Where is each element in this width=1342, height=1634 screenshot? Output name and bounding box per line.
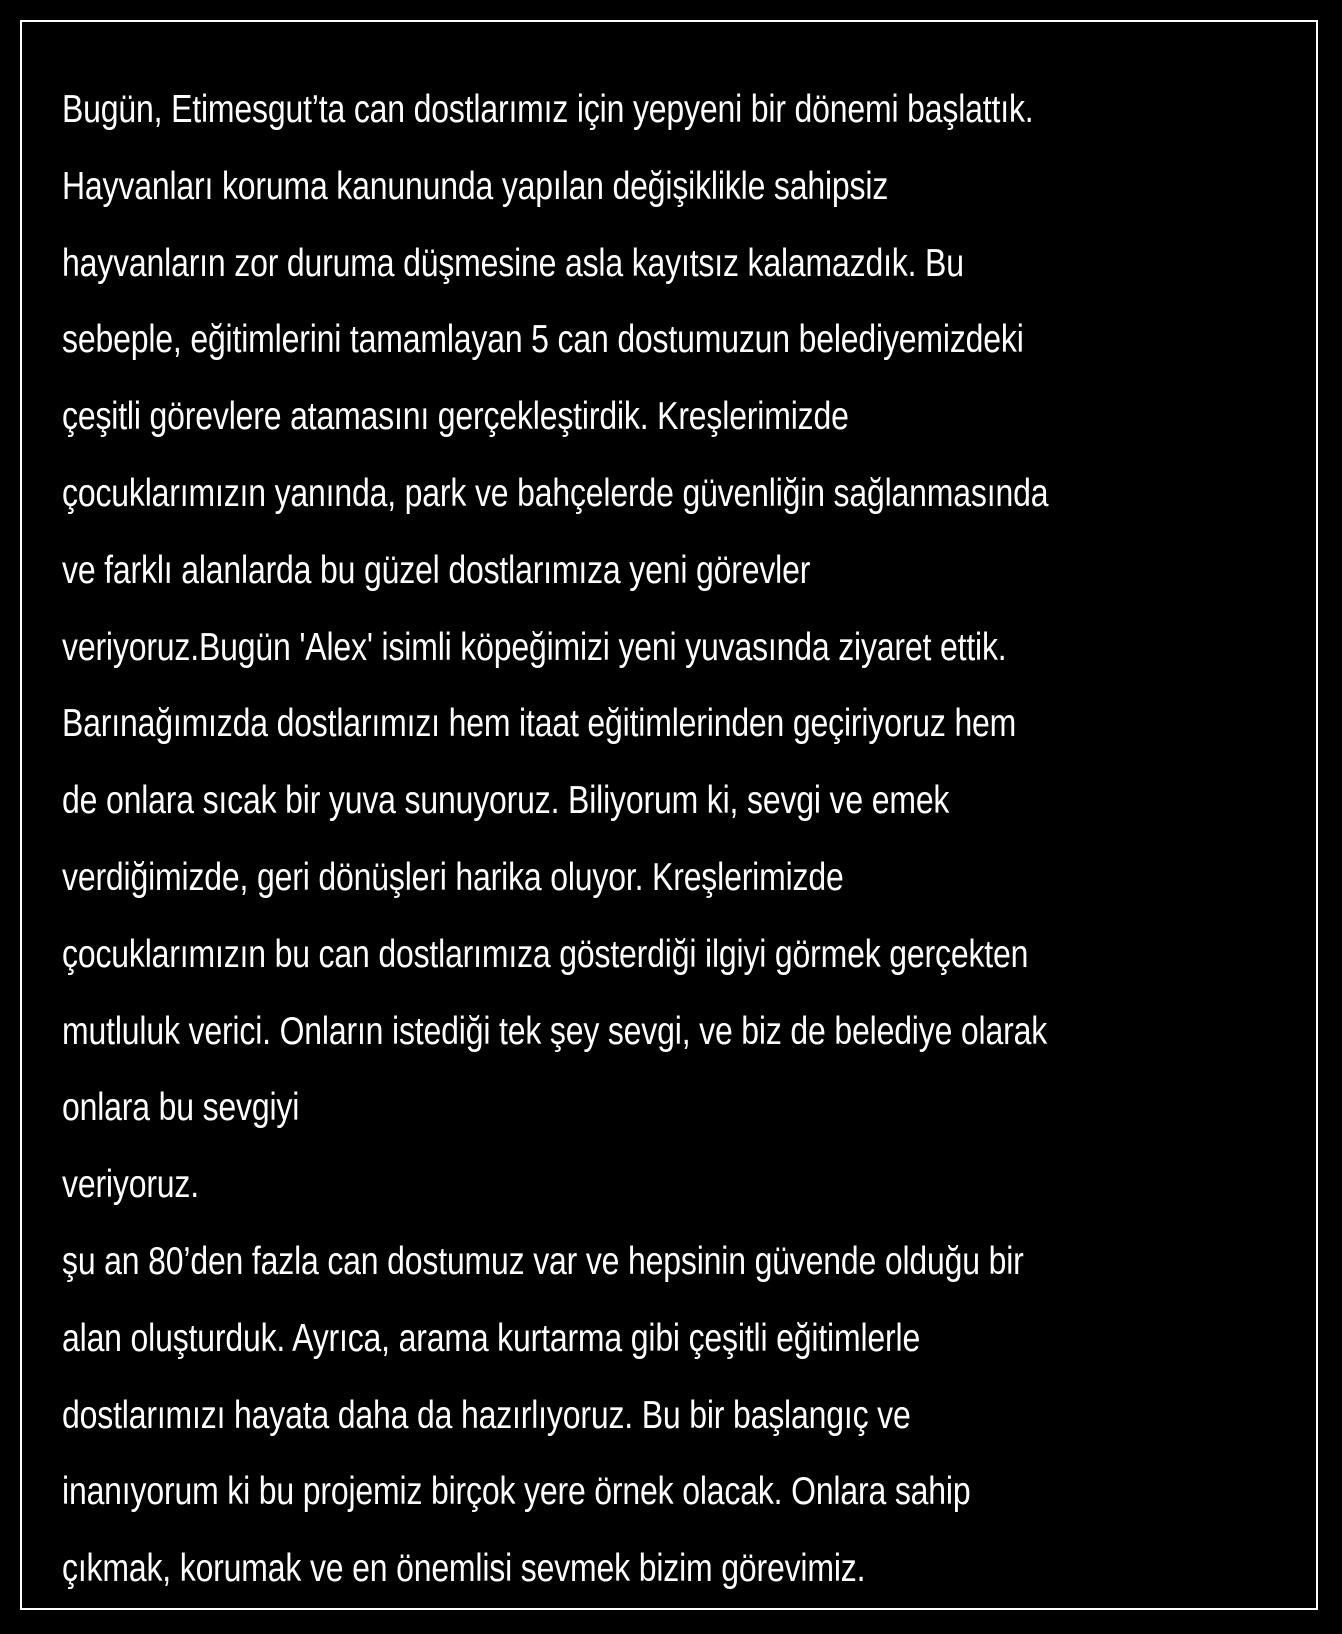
text-line: çocuklarımızın yanında, park ve bahçelerde güvenliğin sağlanmasında xyxy=(62,471,1049,515)
text-line: Hayvanları koruma kanununda yapılan değişiklikle sahipsiz xyxy=(62,164,889,208)
text-line: alan oluşturduk. Ayrıca, arama kurtarma gibi çeşitli eğitimlerle xyxy=(62,1316,921,1360)
text-line: dostlarımızı hayata daha da hazırlıyoruz. Bu bir başlangıç ve xyxy=(62,1393,911,1437)
text-line: ve farklı alanlarda bu güzel dostlarımıza yeni görevler xyxy=(62,548,811,592)
text-line: de onlara sıcak bir yuva sunuyoruz. Biliyorum ki, sevgi ve emek xyxy=(62,779,950,823)
text-line: verdiğimizde, geri dönüşleri harika oluyor. Kreşlerimizde xyxy=(62,855,844,899)
text-line: sebeple, eğitimlerini tamamlayan 5 can dostumuzun belediyemizdeki xyxy=(62,318,1024,362)
text-line: Bugün, Etimesgut’ta can dostlarımız için yepyeni bir dönemi başlattık. xyxy=(62,88,1034,131)
text-line: veriyoruz. xyxy=(62,1163,199,1207)
text-line: Barınağımızda dostlarımızı hem itaat eğitimlerinden geçiriyoruz hem xyxy=(62,702,1017,746)
text-line: çıkmak, korumak ve en önemlisi sevmek bizim görevimiz. xyxy=(62,1547,866,1591)
document-text xyxy=(62,72,1095,1608)
text-line: çeşitli görevlere atamasını gerçekleştirdik. Kreşlerimizde xyxy=(62,395,849,439)
text-line: inanıyorum ki bu projemiz birçok yere örnek olacak. Onlara sahip xyxy=(62,1470,971,1514)
text-line: mutluluk verici. Onların istediği tek şey sevgi, ve biz de belediye olarak xyxy=(62,1009,1048,1053)
text-line: çocuklarımızın bu can dostlarımıza gösterdiği ilgiyi görmek gerçekten xyxy=(62,932,1029,976)
text-line: onlara bu sevgiyi xyxy=(62,1086,300,1130)
text-line: veriyoruz.Bugün 'Alex' isimli köpeğimizi yeni yuvasında ziyaret ettik. xyxy=(62,625,1007,669)
text-line: hayvanların zor duruma düşmesine asla kayıtsız kalamazdık. Bu xyxy=(62,241,964,285)
text-line: şu an 80’den fazla can dostumuz var ve hepsinin güvende olduğu bir xyxy=(62,1239,1024,1283)
